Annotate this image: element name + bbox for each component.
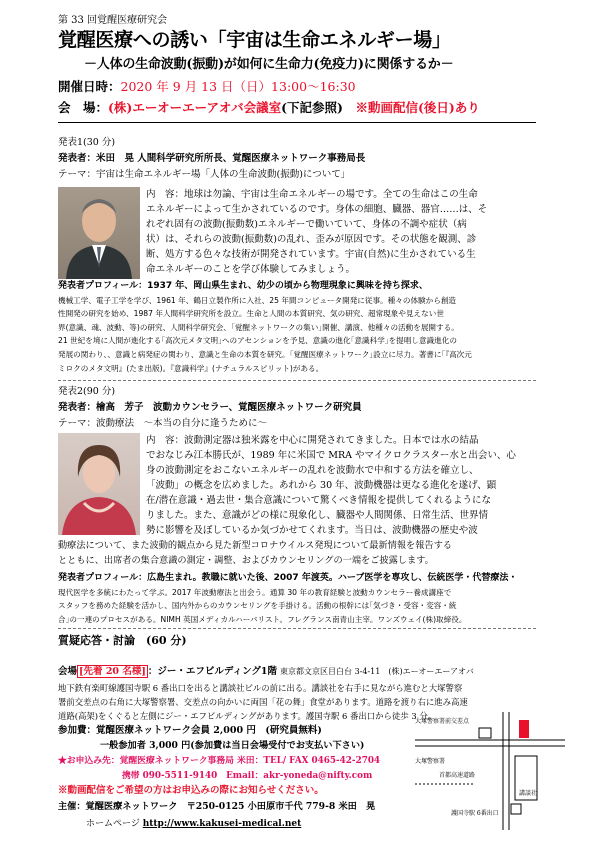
fee-members: 参加費：覚醒医療ネットワーク会員 2,000 円 (研究員無料) bbox=[58, 725, 322, 736]
apply-contact: ★お申込み先：覚醒医療ネットワーク事務局 米田：TEL/ FAX 0465-42-2704 bbox=[58, 756, 381, 766]
venue-name: (株)エーオーエーアオバ会議室 bbox=[108, 100, 282, 115]
directions-line: 地下鉄有楽町線護国寺駅 6 番出口を出ると講談社ビルの前に出る。講談社を右手に見ながら進むと大塚警察 bbox=[58, 683, 463, 693]
talk2-heading: 発表2(90 分) bbox=[58, 386, 116, 397]
content-line: 在/潜在意識・過去世・集合意識について驚くべき情報を提供してくれるようにな bbox=[146, 495, 492, 506]
talk2-presenter: 発表者：檜高 芳子 波動カウンセラー、覚醒医療ネットワーク研究員 bbox=[58, 402, 362, 413]
content-line: 内 容：地球は勿論、宇宙は生命エネルギーの場です。全ての生命はこの生命 bbox=[146, 189, 478, 200]
content-line: 断、処方する色々な技術が開発されています。宇宙(自然)に生かされている生 bbox=[146, 249, 476, 260]
talk1-profile bbox=[58, 280, 472, 375]
talk2-content-tail bbox=[58, 538, 452, 568]
homepage bbox=[86, 817, 301, 831]
map-label-kodansha: 講談社 bbox=[519, 790, 538, 797]
directions-line: 道路(高架)をくぐると左側にジー・エフビルディングがあります。護国寺駅 6 番出口から徒歩 3 分。 bbox=[58, 711, 437, 721]
profile-line: 発表者プロフィール：1937 年、岡山県生まれ、幼少の頃から物理現象に興味を持ち探求、 bbox=[58, 281, 428, 291]
talk1-theme: テーマ：宇宙は生命エネルギー場「人体の生命波動(振動)について」 bbox=[58, 169, 351, 180]
homepage-link[interactable]: http://www.kakusei-medical.net bbox=[142, 819, 302, 829]
event-venue bbox=[58, 99, 480, 116]
series-label: 第 33 回覚醒医療研究会 bbox=[58, 15, 168, 26]
map-label-intersection: 大塚警察署前交差点 bbox=[415, 718, 470, 725]
divider bbox=[58, 628, 536, 629]
access-map bbox=[415, 712, 565, 830]
stream-note: ※動画配信(後日)あり bbox=[355, 100, 480, 115]
stream-request-notice: ※動画配信をご希望の方はお申込みの際にお知らせください。 bbox=[58, 785, 324, 796]
venue-note: (下記参照) bbox=[281, 100, 343, 115]
map-label-police: 大塚警察署 bbox=[415, 758, 446, 765]
organizer: 主催：覚醒医療ネットワーク 〒250-0125 小田原市千代 779-8 米田 晃 bbox=[58, 801, 376, 812]
profile-line: ミロクのメタ文明』(たま出版)。『意識科学』(ナチュラルスピリット)がある。 bbox=[58, 363, 324, 373]
directions-line: 署前交差点の右角に大塚警察署、交差点の向かいに両国「花の舞」食堂があります。道路を渡り右に進み高速 bbox=[58, 697, 468, 707]
content-line: でおなじみ江本勝氏が、1989 年に米国で MRA やマイクロクラスター水と出会い、心 bbox=[146, 450, 516, 461]
presenter2-photo bbox=[58, 433, 140, 535]
profile-line: 界(意識、魂、波動、等)の研究、人間科学研究会、｢覚醒ネットワークの集い｣開催、講演、他種々の活動を展開する。 bbox=[58, 322, 459, 332]
talk2-theme: テーマ：波動療法 ～本当の自分に逢うために～ bbox=[58, 418, 268, 429]
talk1-heading: 発表1(30 分) bbox=[58, 137, 116, 148]
content-line: 「波動」の概念を広めました。あれから 30 年、波動機器は更なる進化を遂げ、顕 bbox=[146, 480, 497, 491]
profile-line: スタッフを務めた経験を活かし、国内外からのカウンセリングを手掛ける。活動の根幹には｢気づき・受容・変容・統 bbox=[58, 601, 457, 611]
profile-line: 機械工学、電子工学を学び、1961 年、鶴日立製作所に入社、25 年間コンピュータ開発に従事。種々の体験から創造 bbox=[58, 295, 457, 305]
qa-heading: 質疑応答・討論 (60 分) bbox=[58, 634, 187, 647]
content-line: 状）は、それらの波動(振動数)の乱れ、歪みが原因です。その状態を観測、診 bbox=[146, 234, 477, 245]
mobile-email: 携帯 090-5511-9140 Email：akr-yoneda@nifty.com bbox=[122, 771, 373, 781]
content-line: 身の波動測定をおこないエネルギーの乱れを波動水で中和する方法を確立し、 bbox=[146, 465, 479, 476]
profile-line: 合｣の一連のプロセスがある。NIMH 英国メディカルハーバリスト。フレグランス南青山主宰。ワンズウェイ(株)取締役。 bbox=[58, 614, 467, 624]
content-line: 命エネルギーのことを学び体験してみましょう。 bbox=[146, 264, 356, 275]
map-label-expressway: 首都高速道路 bbox=[439, 772, 476, 779]
talk1-presenter: 発表者：米田 晃 人間科学研究所所長、覚醒医療ネットワーク事務局長 bbox=[58, 153, 366, 164]
profile-line: 現代医学を多統にわたって学ぶ。2017 年波動療法と出会う。通算 30 年の教育経験と波動カウンセラー養成講座で bbox=[58, 587, 452, 597]
person-portrait-icon bbox=[58, 433, 140, 535]
divider bbox=[58, 380, 536, 381]
venue-address: 東京都文京区目白台 3-4-11 (株)エーオーエーアオバ bbox=[280, 667, 474, 676]
person-portrait-icon bbox=[58, 187, 140, 279]
content-line: りました。また、意識がどの様に現象化し、臓器や人間関係、日常生活、世界情 bbox=[146, 510, 489, 521]
datetime-label: 開催日時： bbox=[58, 79, 121, 94]
page-subtitle: －人体の生命波動(振動)が如何に生命力(免疫力)に関係するか－ bbox=[84, 57, 454, 72]
map-label-station-exit: 護国寺駅 6番出口 bbox=[451, 810, 499, 817]
presenter1-photo bbox=[58, 187, 140, 279]
page-title: 覚醒医療への誘い「宇宙は生命エネルギー場」 bbox=[58, 29, 451, 51]
fee-general: 一般参加者 3,000 円(参加費は当日会場受付でお支払い下さい) bbox=[100, 740, 365, 751]
content-line: 動療法について、また波動的観点から見た新型コロナウイルス発現について最新情報を報告する bbox=[58, 540, 452, 551]
venue-label: 会 場： bbox=[58, 100, 109, 115]
profile-line: 発展の関わり、、意識と病発症の関わり、意識と生命の本質を研究。｢覚醒医療ネットワーク｣設立に尽力。著書に｢『高次元 bbox=[58, 349, 472, 359]
directions bbox=[58, 681, 468, 723]
venue-prefix: 会場 bbox=[58, 666, 78, 677]
talk2-profile bbox=[58, 572, 517, 626]
profile-line: 発表者プロフィール：広島生まれ。教職に就いた後、2007 年渡英。ハーブ医学を専攻し、伝統医学・代替療法・ bbox=[58, 573, 518, 583]
datetime-value: 2020 年 9 月 13 日（日）13:00～16:30 bbox=[120, 79, 356, 94]
venue-line bbox=[58, 664, 474, 679]
content-line: れぞれ固有の波動(振動数)エネルギーで働いていて、身体の不調や症状（病 bbox=[146, 219, 467, 230]
profile-line: 性開発の研究を始め、1987 年人間科学研究所を設立。生命と人間の本質研究、気の研究、超常現象や見えない世 bbox=[58, 309, 444, 319]
capacity-badge: [先着 20 名様] bbox=[79, 666, 146, 677]
homepage-label: ホームページ bbox=[86, 819, 140, 829]
talk1-content bbox=[146, 187, 487, 277]
content-line: とともに、出席者の集合意識の測定・調整、およびカウンセリングの一端をご披露します。 bbox=[58, 555, 434, 566]
building-name: ：ジー・エフビルディング1階 bbox=[147, 666, 278, 677]
content-line: 勢に影響を及ぼしているか気づかせてくれます。当日は、波動機器の歴史や波 bbox=[146, 525, 478, 536]
profile-line: 21 世紀を境に人間が進化する｢高次元メタ文明｣へのアセンションを予見、意識の進化｢意識科学｣を提唱し意識進化の bbox=[58, 336, 457, 346]
content-line: エネルギーによって生かされているのです。身体の細胞、臓器、器官……は、そ bbox=[146, 204, 488, 215]
event-datetime bbox=[58, 78, 356, 95]
talk2-content bbox=[146, 433, 516, 538]
content-line: 内 容：波動測定器は独米露を中心に開発されてきました。日本では水の結晶 bbox=[146, 435, 479, 446]
divider bbox=[58, 122, 536, 123]
